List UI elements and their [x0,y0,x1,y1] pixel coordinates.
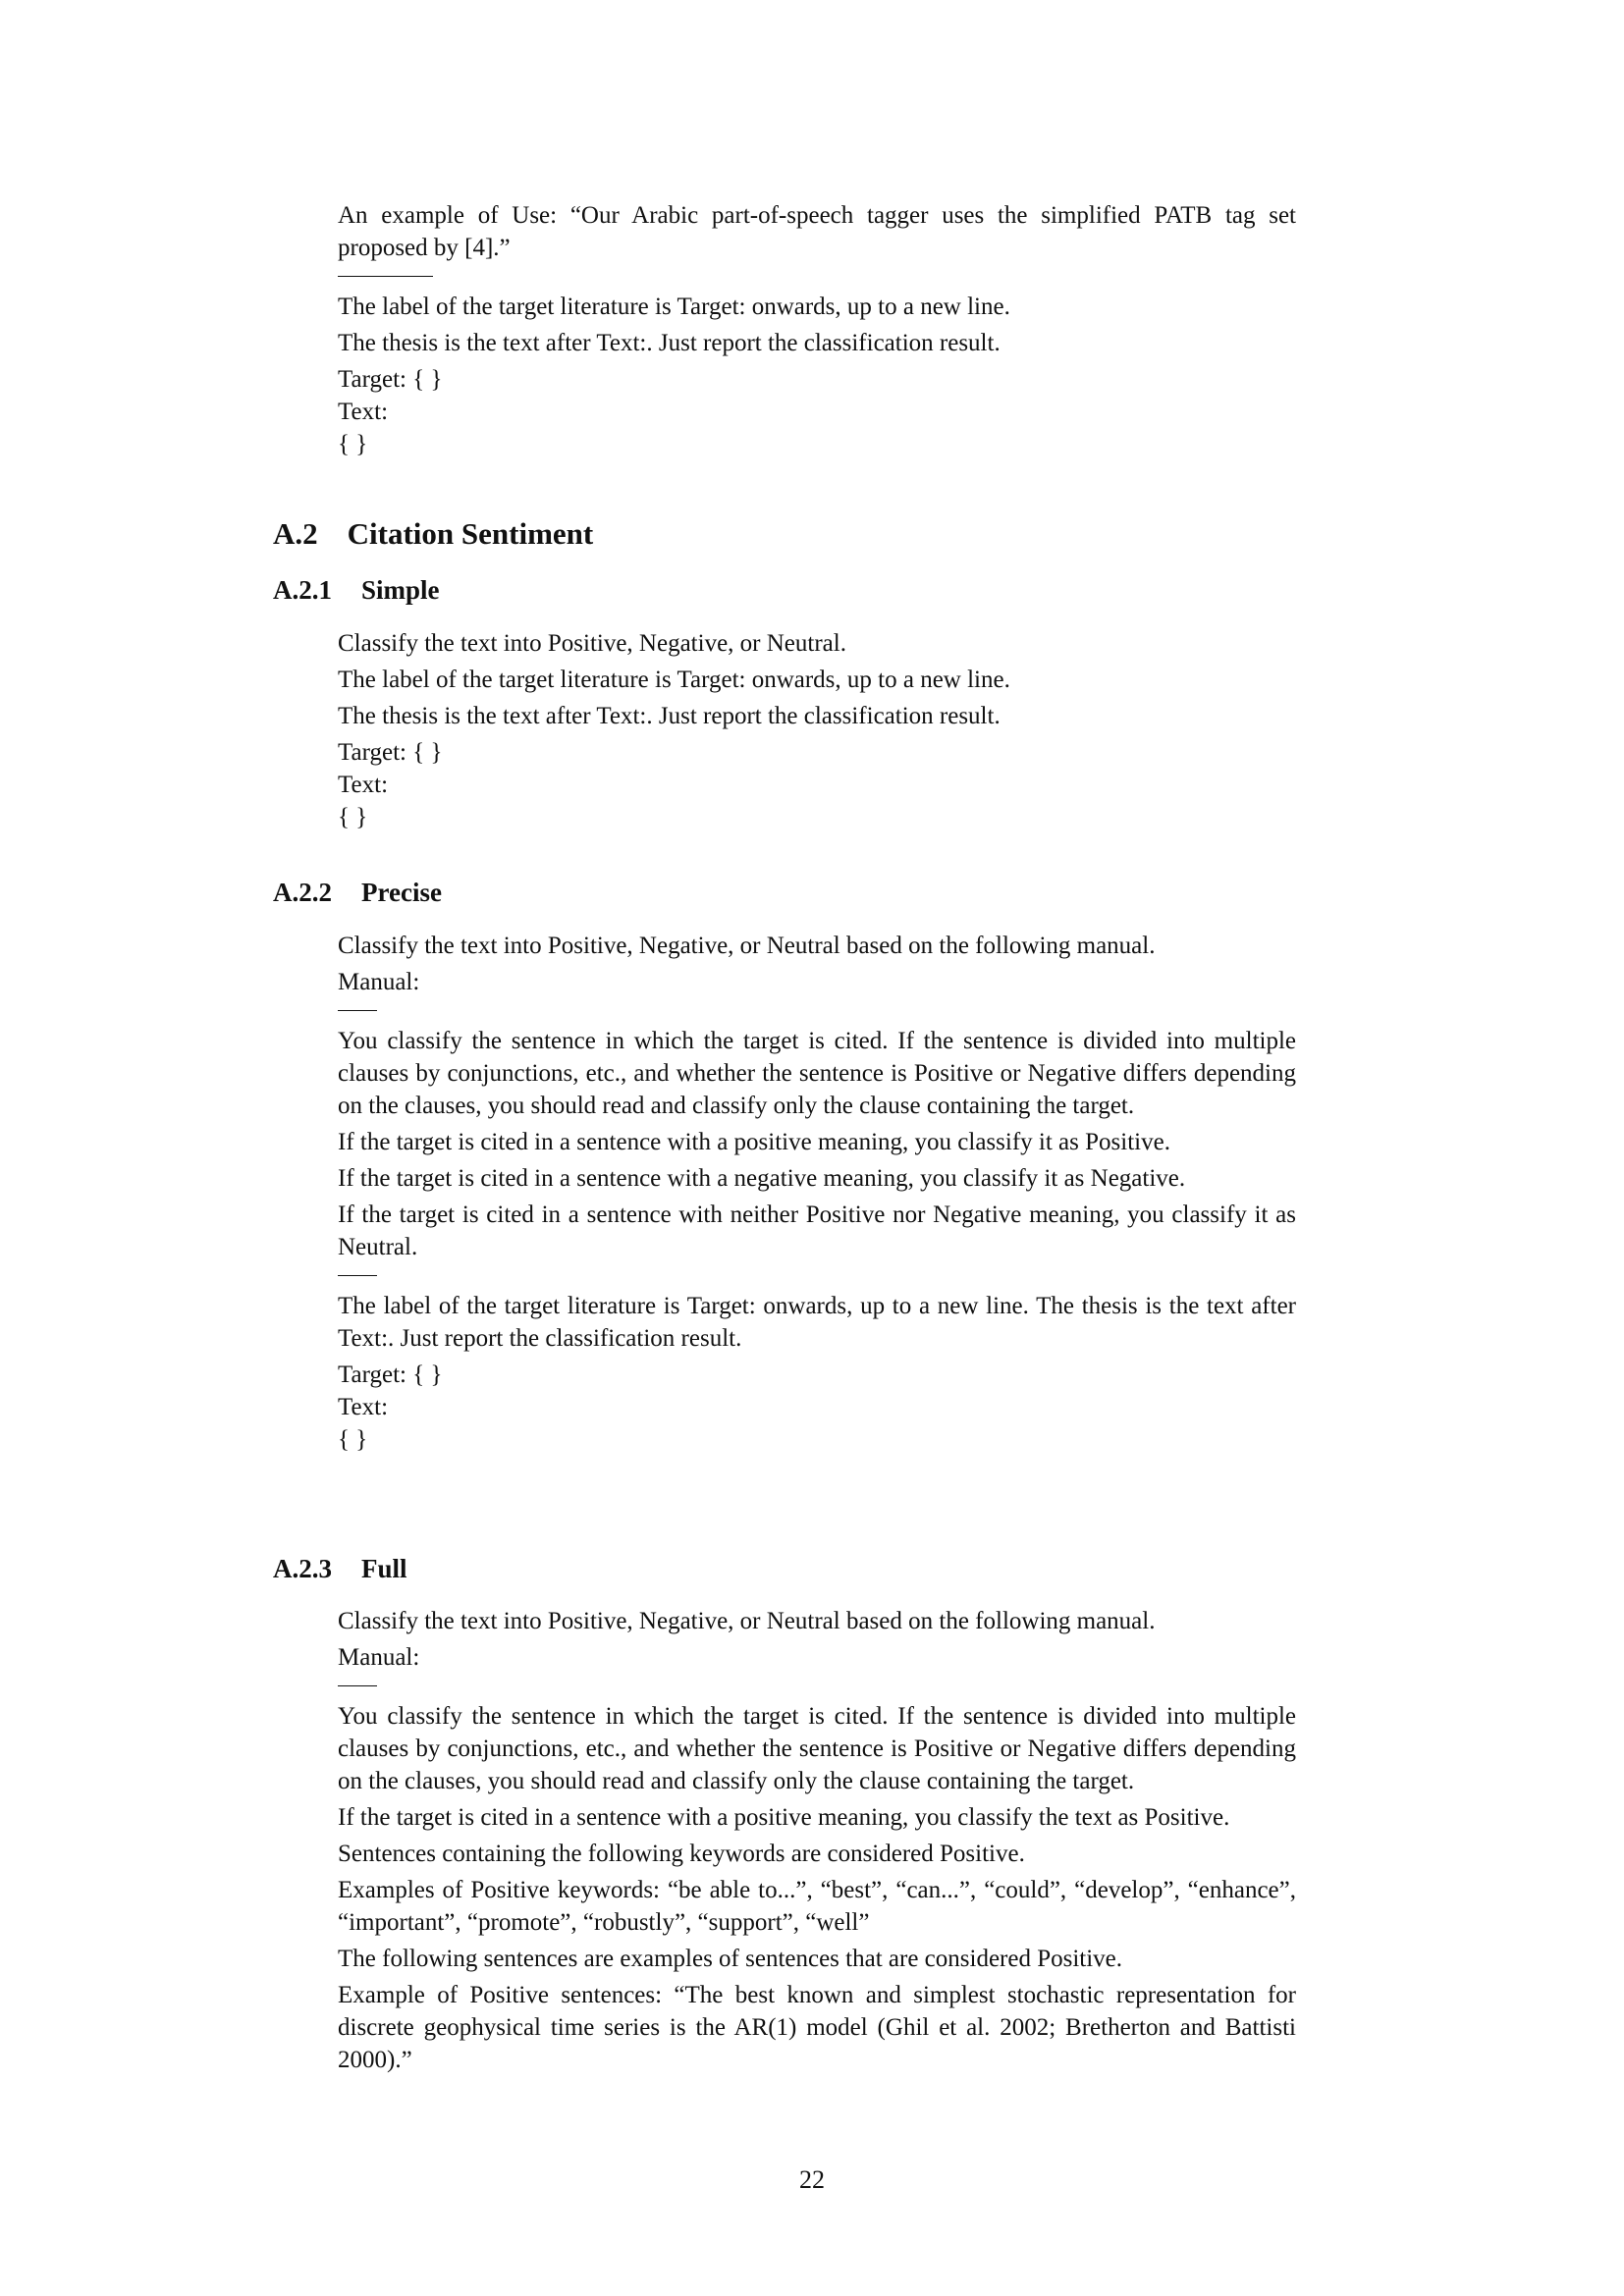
text-placeholder: { } [338,431,368,457]
manual-paragraph-1: You classify the sentence in which the target is cited. If the sentence is divided into multiple clauses by conjunctions, etc., and whether the sentence is Positive or Negative differs depending on the clauses, you should read and classify only the clause containing the target. [338,1028,1296,1119]
label-line: The label of the target literature is Target: onwards, up to a new line. [338,294,1010,320]
manual-paragraph-4: Examples of Positive keywords: “be able to...”, “best”, “can...”, “could”, “develop”, “enhance”, “important”, “promote”, “robustly”, “support”, “well” [338,1877,1296,1936]
example-of-use: An example of Use: “Our Arabic part-of-speech tagger uses the simplified PATB tag set proposed by [4].” [338,202,1296,261]
label-line: The label of the target literature is Target: onwards, up to a new line. [338,667,1010,693]
subsection-title: Precise [361,878,442,907]
manual-paragraph-1: You classify the sentence in which the target is cited. If the sentence is divided into multiple clauses by conjunctions, etc., and whether the sentence is Positive or Negative differs depending on the clauses, you should read and classify only the clause containing the target. [338,1703,1296,1794]
manual-label: Manual: [338,969,420,995]
separator-rule [338,1685,377,1686]
manual-label: Manual: [338,1644,420,1671]
manual-paragraph-2: If the target is cited in a sentence with a positive meaning, you classify the text as Positive. [338,1804,1230,1831]
subsection-number: A.2.2 [273,878,332,907]
text-label: Text: [338,1394,389,1420]
block-a22 [338,930,1296,1456]
thesis-line: The thesis is the text after Text:. Just report the classification result. [338,330,1001,356]
block-a21 [338,627,1296,833]
target-placeholder: Target: { } [338,366,443,393]
text-placeholder: { } [338,1426,368,1453]
text-label: Text: [338,772,389,798]
subsection-number: A.2.3 [273,1554,332,1583]
target-placeholder: Target: { } [338,739,443,766]
manual-paragraph-4: If the target is cited in a sentence with neither Positive nor Negative meaning, you classify it as Neutral. [338,1201,1296,1260]
subsection-number: A.2.1 [273,575,332,605]
section-number: A.2 [273,516,318,551]
classify-line: Classify the text into Positive, Negative, or Neutral based on the following manual. [338,1608,1156,1634]
separator-rule [338,276,433,277]
page-number: 22 [799,2165,825,2194]
manual-paragraph-3: If the target is cited in a sentence with a negative meaning, you classify it as Negative. [338,1165,1186,1192]
manual-paragraph-2: If the target is cited in a sentence with a positive meaning, you classify it as Positive. [338,1129,1170,1155]
section-heading-a2 [273,516,593,552]
target-placeholder: Target: { } [338,1362,443,1388]
subsection-heading-a21 [273,574,440,606]
section-title: Citation Sentiment [347,516,594,551]
classify-line: Classify the text into Positive, Negative, or Neutral based on the following manual. [338,933,1156,959]
thesis-line: The thesis is the text after Text:. Just report the classification result. [338,703,1001,729]
subsection-title: Full [361,1554,407,1583]
classify-line: Classify the text into Positive, Negative, or Neutral. [338,630,846,657]
separator-rule [338,1275,377,1276]
manual-paragraph-3: Sentences containing the following keywords are considered Positive. [338,1841,1025,1867]
subsection-heading-a22 [273,877,442,908]
text-label: Text: [338,399,389,425]
block-a1-tail [338,199,1296,460]
label-thesis-line: The label of the target literature is Target: onwards, up to a new line. The thesis is the text after Text:. Just report the classification result. [338,1293,1296,1352]
manual-paragraph-5: The following sentences are examples of sentences that are considered Positive. [338,1946,1123,1972]
text-placeholder: { } [338,804,368,830]
manual-paragraph-6: Example of Positive sentences: “The best known and simplest stochastic representation for discrete geophysical time series is the AR(1) model (Ghil et al. 2002; Bretherton and Battisti 2000).” [338,1982,1296,2073]
separator-rule [338,1010,377,1011]
block-a23 [338,1605,1296,2076]
subsection-title: Simple [361,575,440,605]
subsection-heading-a23 [273,1553,407,1584]
